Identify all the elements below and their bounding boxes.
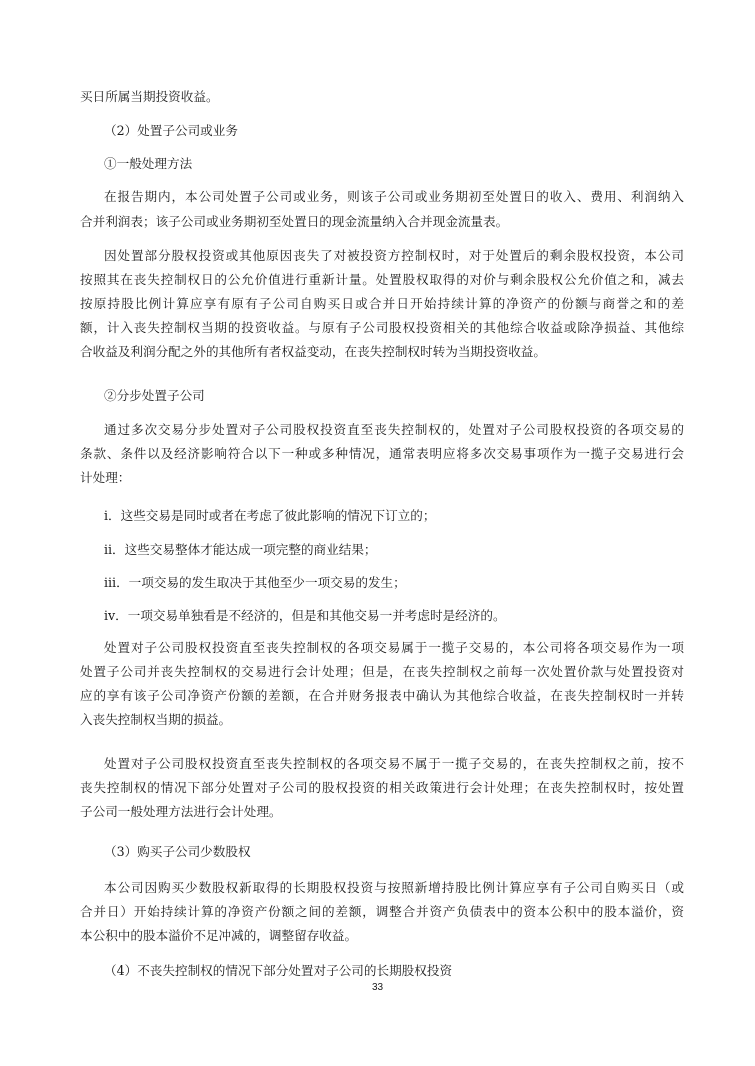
paragraph-line: 按原持股比例计算应享有原有子公司自购买日或合并日开始持续计算的净资产的份额与商誉之和的差 — [80, 296, 684, 311]
paragraph-line: 合并利润表；该子公司或业务期初至处置日的现金流量纳入合并现金流量表。 — [80, 214, 509, 229]
paragraph-line: 处置对子公司股权投资直至丧失控制权的各项交易属于一揽子交易的，本公司将各项交易作为一项 — [104, 640, 684, 655]
section-heading: （2）处置子公司或业务 — [104, 123, 238, 138]
paragraph-line: 丧失控制权的情况下部分处置对子公司的股权投资的相关政策进行会计处理；在丧失控制权时，按处置 — [80, 780, 684, 795]
paragraph-line: 合并日）开始持续计算的净资产份额之间的差额，调整合并资产负债表中的资本公积中的股本溢价，资 — [80, 904, 684, 919]
subsection-heading: ①一般处理方法 — [104, 156, 193, 171]
paragraph-line: 买日所属当期投资收益。 — [80, 89, 219, 104]
paragraph-line: 本公积中的股本溢价不足冲减的，调整留存收益。 — [80, 928, 358, 943]
section-heading: （3）购买子公司少数股权 — [104, 844, 251, 859]
list-item: ⅰ．这些交易是同时或者在考虑了彼此影响的情况下订立的； — [104, 508, 436, 523]
paragraph-line: 合收益及利润分配之外的其他所有者权益变动，在丧失控制权时转为当期投资收益。 — [80, 344, 546, 359]
paragraph-line: 子公司一般处理方法进行会计处理。 — [80, 804, 282, 819]
list-item: ⅳ．一项交易单独看是不经济的，但是和其他交易一并考虑时是经济的。 — [104, 608, 506, 623]
paragraph-line: 通过多次交易分步处置对子公司股权投资直至丧失控制权的，处置对子公司股权投资的各项交易的 — [104, 422, 684, 437]
paragraph-line: 应的享有该子公司净资产份额的差额，在合并财务报表中确认为其他综合收益，在丧失控制权时一并转 — [80, 688, 684, 703]
paragraph-line: 按照其在丧失控制权日的公允价值进行重新计量。处置股权取得的对价与剩余股权公允价值之和，减去 — [80, 272, 684, 287]
section-heading: （4）不丧失控制权的情况下部分处置对子公司的长期股权投资 — [104, 963, 453, 978]
paragraph-line: 处置对子公司股权投资直至丧失控制权的各项交易不属于一揽子交易的，在丧失控制权之前，按不 — [104, 756, 684, 771]
paragraph-line: 额，计入丧失控制权当期的投资收益。与原有子公司股权投资相关的其他综合收益或除净损益、其他综 — [80, 320, 684, 335]
list-item: ⅱ．这些交易整体才能达成一项完整的商业结果； — [104, 542, 377, 557]
page-number: 33 — [371, 982, 384, 993]
paragraph-line: 因处置部分股权投资或其他原因丧失了对被投资方控制权时，对于处置后的剩余股权投资，本公司 — [104, 248, 684, 263]
paragraph-line: 条款、条件以及经济影响符合以下一种或多种情况，通常表明应将多次交易事项作为一揽子交易进行会 — [80, 446, 684, 461]
paragraph-line: 入丧失控制权当期的损益。 — [80, 712, 232, 727]
paragraph-line: 处置子公司并丧失控制权的交易进行会计处理；但是，在丧失控制权之前每一次处置价款与处置投资对 — [80, 664, 684, 679]
list-item: ⅲ．一项交易的发生取决于其他至少一项交易的发生； — [104, 575, 406, 590]
paragraph-line: 本公司因购买少数股权新取得的长期股权投资与按照新增持股比例计算应享有子公司自购买日（或 — [104, 880, 684, 895]
paragraph-line: 计处理： — [80, 470, 131, 485]
subsection-heading: ②分步处置子公司 — [104, 388, 205, 403]
paragraph-line: 在报告期内，本公司处置子公司或业务，则该子公司或业务期初至处置日的收入、费用、利润纳入 — [104, 189, 684, 204]
